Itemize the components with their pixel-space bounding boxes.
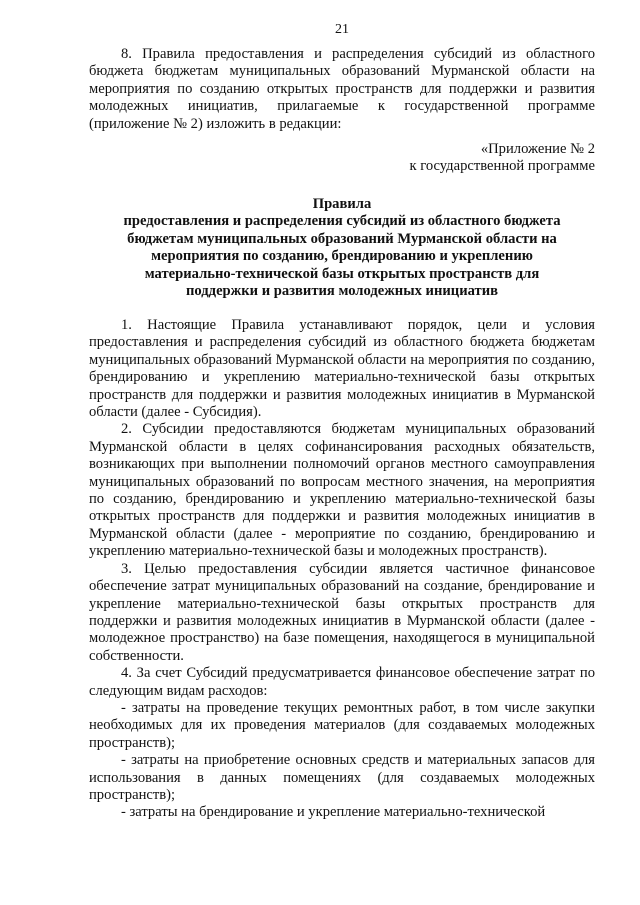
list-item-3: - затраты на брендирование и укрепление материально-технической bbox=[121, 804, 546, 821]
intro-paragraph: 8. Правила предоставления и распределения субсидий из областного бюджета бюджетам муниципальных образований Мурманской области на мероприятия по созданию открытых пространств для поддержки и развития молодежных инициатив, прилагаемые к государственной программе (приложение № 2) изложить в редакции: bbox=[89, 46, 595, 132]
paragraph-4: 4. За счет Субсидий предусматривается финансовое обеспечение затрат по следующим видам расходов: bbox=[89, 665, 595, 699]
title-subtitle: предоставления и распределения субсидий из областного бюджета бюджетам муниципальных образований Мурманской области на мероприятия по созданию, брендированию и укреплению материально-технической базы открытых пространств для поддержки и развития молодежных инициатив bbox=[123, 213, 561, 300]
list-item-1: - затраты на проведение текущих ремонтных работ, в том числе закупки необходимых для их проведения материалов (для создаваемых молодежных пространств); bbox=[89, 699, 595, 751]
document-title bbox=[89, 196, 595, 300]
paragraph-3: 3. Целью предоставления субсидии является частичное финансовое обеспечение затрат муниципальных образований на создание, брендирование и укрепление материально-технической базы открытых пространств для поддержки и развития молодежных инициатив в Мурманской области (далее - молодежное пространство) на базе помещения, находящегося в муниципальной собственности. bbox=[89, 560, 595, 664]
title-heading: Правила bbox=[312, 196, 372, 212]
intro-section bbox=[89, 46, 595, 133]
page-number: 21 bbox=[335, 22, 349, 37]
appendix-label-line2: к государственной программе bbox=[409, 158, 595, 175]
paragraph-1: 1. Настоящие Правила устанавливают порядок, цели и условия предоставления и распределения субсидий из областного бюджета бюджетам муниципальных образований Мурманской области на мероприятия по созданию, брендированию и укреплению материально-технической базы открытых пространств для поддержки и развития молодежных инициатив в Мурманской области (далее - Субсидия). bbox=[89, 317, 595, 421]
body-section bbox=[89, 317, 595, 822]
paragraph-2: 2. Субсидии предоставляются бюджетам муниципальных образований Мурманской области в целях софинансирования расходных обязательств, возникающих при выполнении полномочий органов местного самоуправления муниципальных образований по вопросам местного значения, на мероприятия по созданию, брендированию и укреплению материально-технической базы открытых пространств для поддержки и развития молодежных инициатив в Мурманской области (далее - мероприятие по созданию, брендированию и укреплению материально-технической базы и молодежных пространств). bbox=[89, 421, 595, 560]
list-item-2: - затраты на приобретение основных средств и материальных запасов для использования в данных помещениях (для создаваемых молодежных пространств); bbox=[89, 752, 595, 803]
appendix-label bbox=[89, 141, 595, 176]
appendix-label-line1: «Приложение № 2 bbox=[480, 141, 595, 157]
